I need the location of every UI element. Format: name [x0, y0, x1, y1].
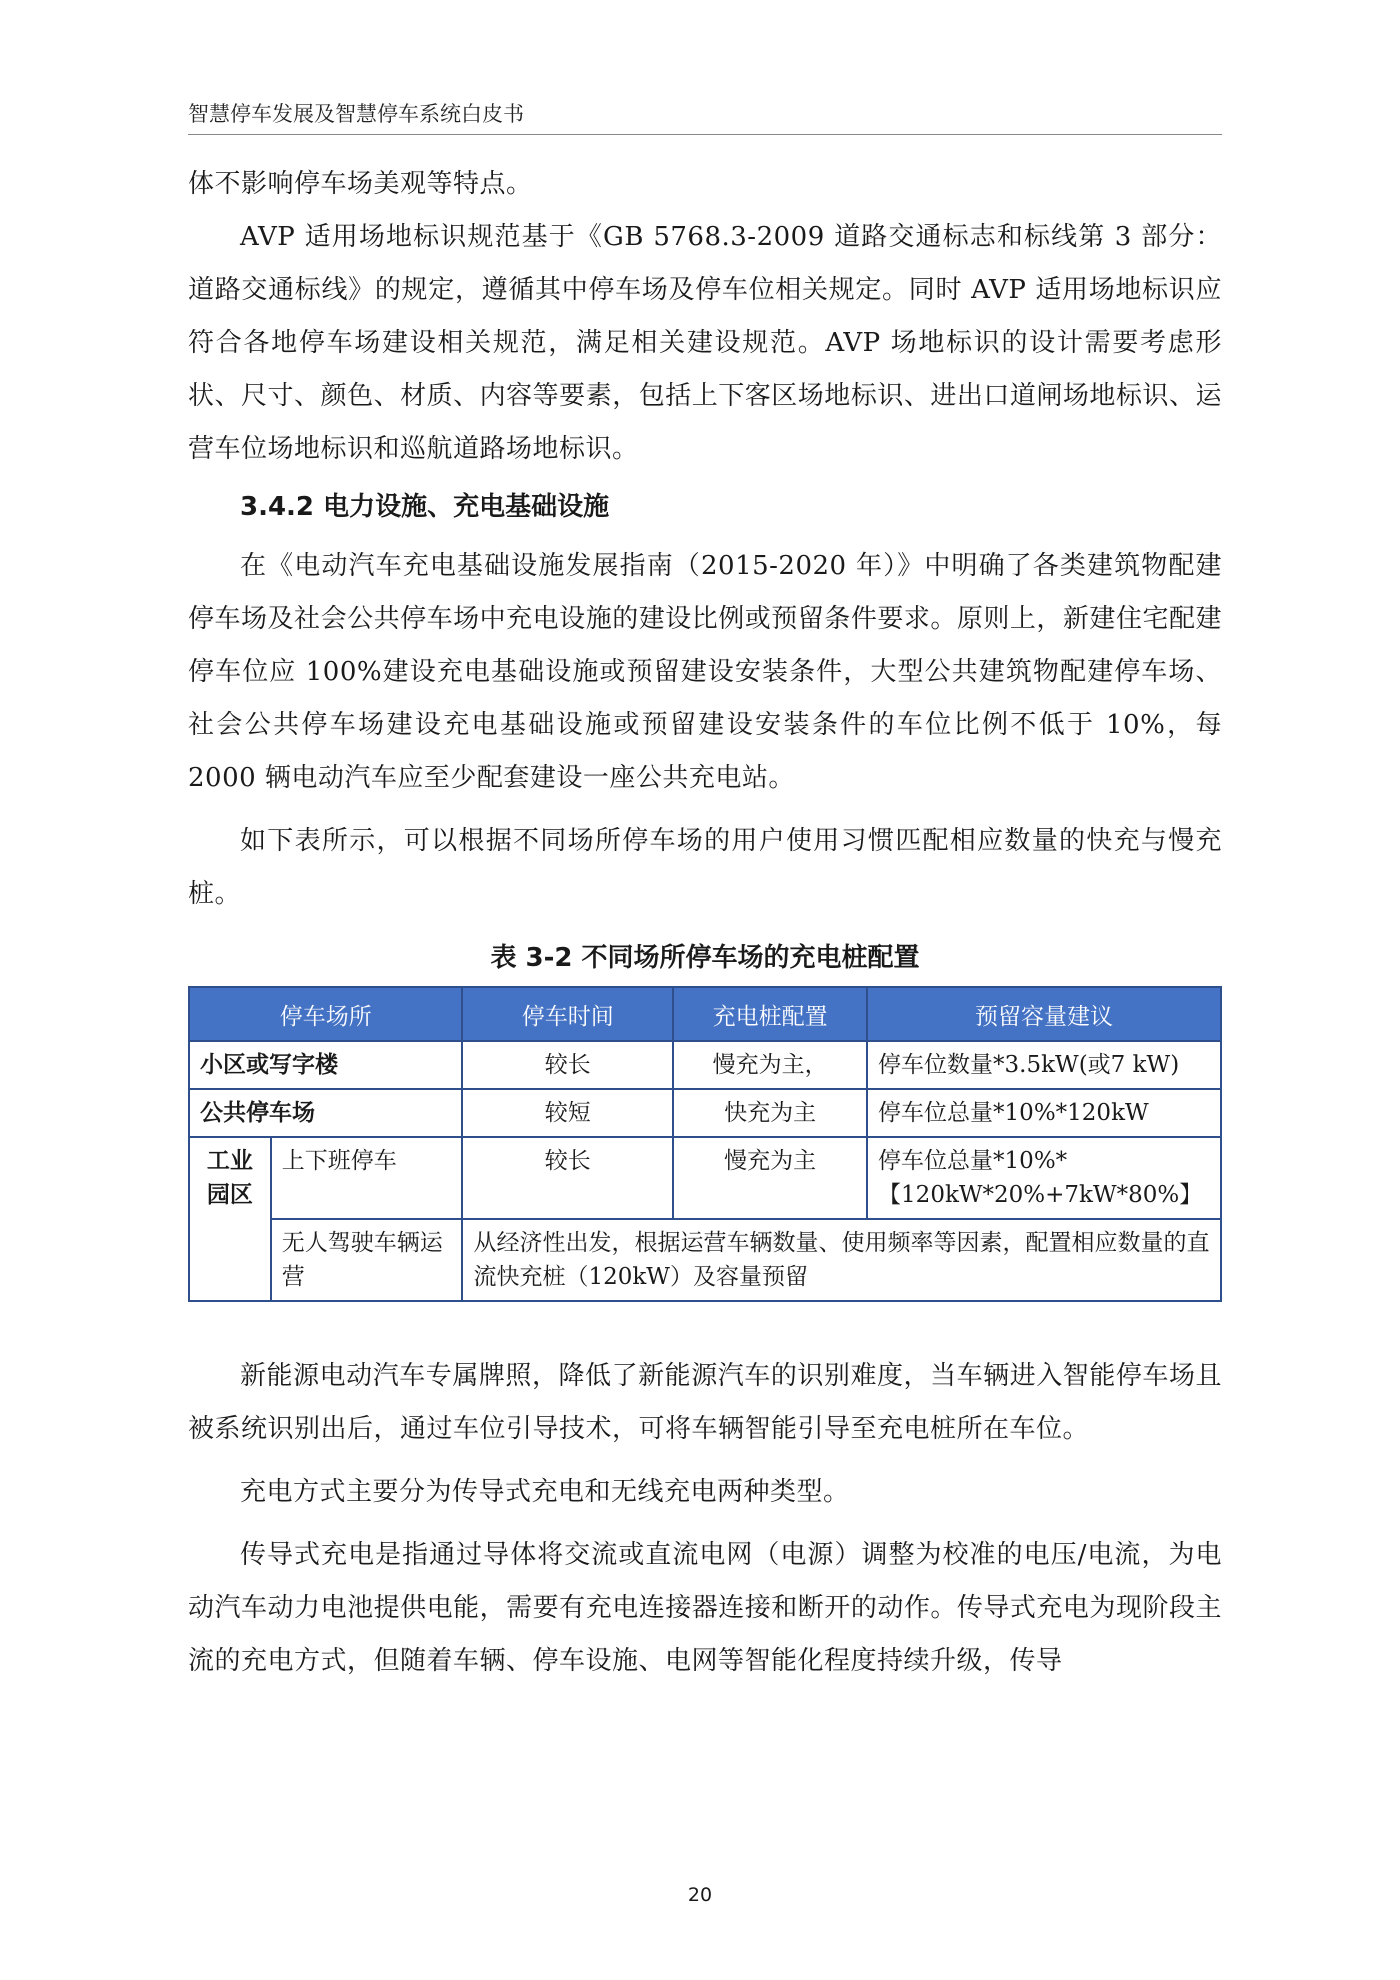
paragraph-4: 如下表所示，可以根据不同场所停车场的用户使用习惯匹配相应数量的快充与慢充桩。 [188, 826, 1222, 909]
cell-place: 小区或写字楼 [189, 1041, 462, 1089]
paragraph-3: 在《电动汽车充电基础设施发展指南（2015-2020 年）》中明确了各类建筑物配建停车场及社会公共停车场中充电设施的建设比例或预留条件要求。原则上，新建住宅配建停车位应 100%建设充电基础设施或预留建设安装条件，大型公共建筑物配建停车场、社会公共停车场建设充电基础设施或预留建设安装条件的车位比例不低于 10%，每 2000 辆电动汽车应至少配套建设一座公共充电站。 [188, 551, 1222, 793]
cell-config: 慢充为主 [673, 1137, 867, 1219]
cell-capacity: 停车位总量*10%*120kW [867, 1089, 1221, 1137]
paragraph-7: 传导式充电是指通过导体将交流或直流电网（电源）调整为校准的电压/电流，为电动汽车动力电池提供电能，需要有充电连接器连接和断开的动作。传导式充电为现阶段主流的充电方式，但随着车辆、停车设施、电网等智能化程度持续升级，传导 [188, 1540, 1222, 1676]
table-row [189, 1219, 1221, 1301]
table-row [189, 1137, 1221, 1219]
cell-config: 快充为主 [673, 1089, 867, 1137]
cell-place: 上下班停车 [271, 1137, 463, 1219]
table-row [189, 1041, 1221, 1089]
cell-place: 无人驾驶车辆运营 [271, 1219, 463, 1301]
page-content [188, 158, 1222, 1688]
header-divider [188, 134, 1222, 135]
paragraph-5: 新能源电动汽车专属牌照，降低了新能源汽车的识别难度，当车辆进入智能停车场且被系统识别出后，通过车位引导技术，可将车辆智能引导至充电桩所在车位。 [188, 1361, 1222, 1444]
cell-time: 较长 [462, 1137, 673, 1219]
header-time: 停车时间 [462, 987, 673, 1041]
cell-capacity [867, 1137, 1221, 1219]
capacity-line-2: 【120kW*20%+7kW*80%】 [878, 1182, 1203, 1208]
cell-group: 工业园区 [189, 1137, 271, 1301]
cell-time: 较长 [462, 1041, 673, 1089]
section-heading: 3.4.2 电力设施、充电基础设施 [240, 492, 610, 522]
cell-note: 从经济性出发，根据运营车辆数量、使用频率等因素，配置相应数量的直流快充桩（120kW）及容量预留 [462, 1219, 1221, 1301]
table-row [189, 1089, 1221, 1137]
table-caption: 表 3-2 不同场所停车场的充电桩配置 [490, 943, 920, 973]
cell-time: 较短 [462, 1089, 673, 1137]
cell-capacity: 停车位数量*3.5kW(或7 kW) [867, 1041, 1221, 1089]
paragraph-1: 体不影响停车场美观等特点。 [188, 169, 533, 199]
table-header-row [189, 987, 1221, 1041]
capacity-line-1: 停车位总量*10%* [878, 1148, 1068, 1174]
paragraph-2: AVP 适用场地标识规范基于《GB 5768.3-2009 道路交通标志和标线第 3 部分：道路交通标线》的规定，遵循其中停车场及停车位相关规定。同时 AVP 适用场地标识应符合各地停车场建设相关规范，满足相关建设规范。AVP 场地标识的设计需要考虑形状、尺寸、颜色、材质、内容等要素，包括上下客区场地标识、进出口道闸场地标识、运营车位场地标识和巡航道路场地标识。 [188, 222, 1222, 464]
cell-place: 公共停车场 [189, 1089, 462, 1137]
cell-config: 慢充为主， [673, 1041, 867, 1089]
paragraph-6: 充电方式主要分为传导式充电和无线充电两种类型。 [240, 1477, 850, 1507]
document-header: 智慧停车发展及智慧停车系统白皮书 [188, 102, 524, 126]
header-place: 停车场所 [189, 987, 462, 1041]
header-config: 充电桩配置 [673, 987, 867, 1041]
header-capacity: 预留容量建议 [867, 987, 1221, 1041]
page-number: 20 [687, 1884, 713, 1906]
charging-config-table [188, 986, 1222, 1302]
